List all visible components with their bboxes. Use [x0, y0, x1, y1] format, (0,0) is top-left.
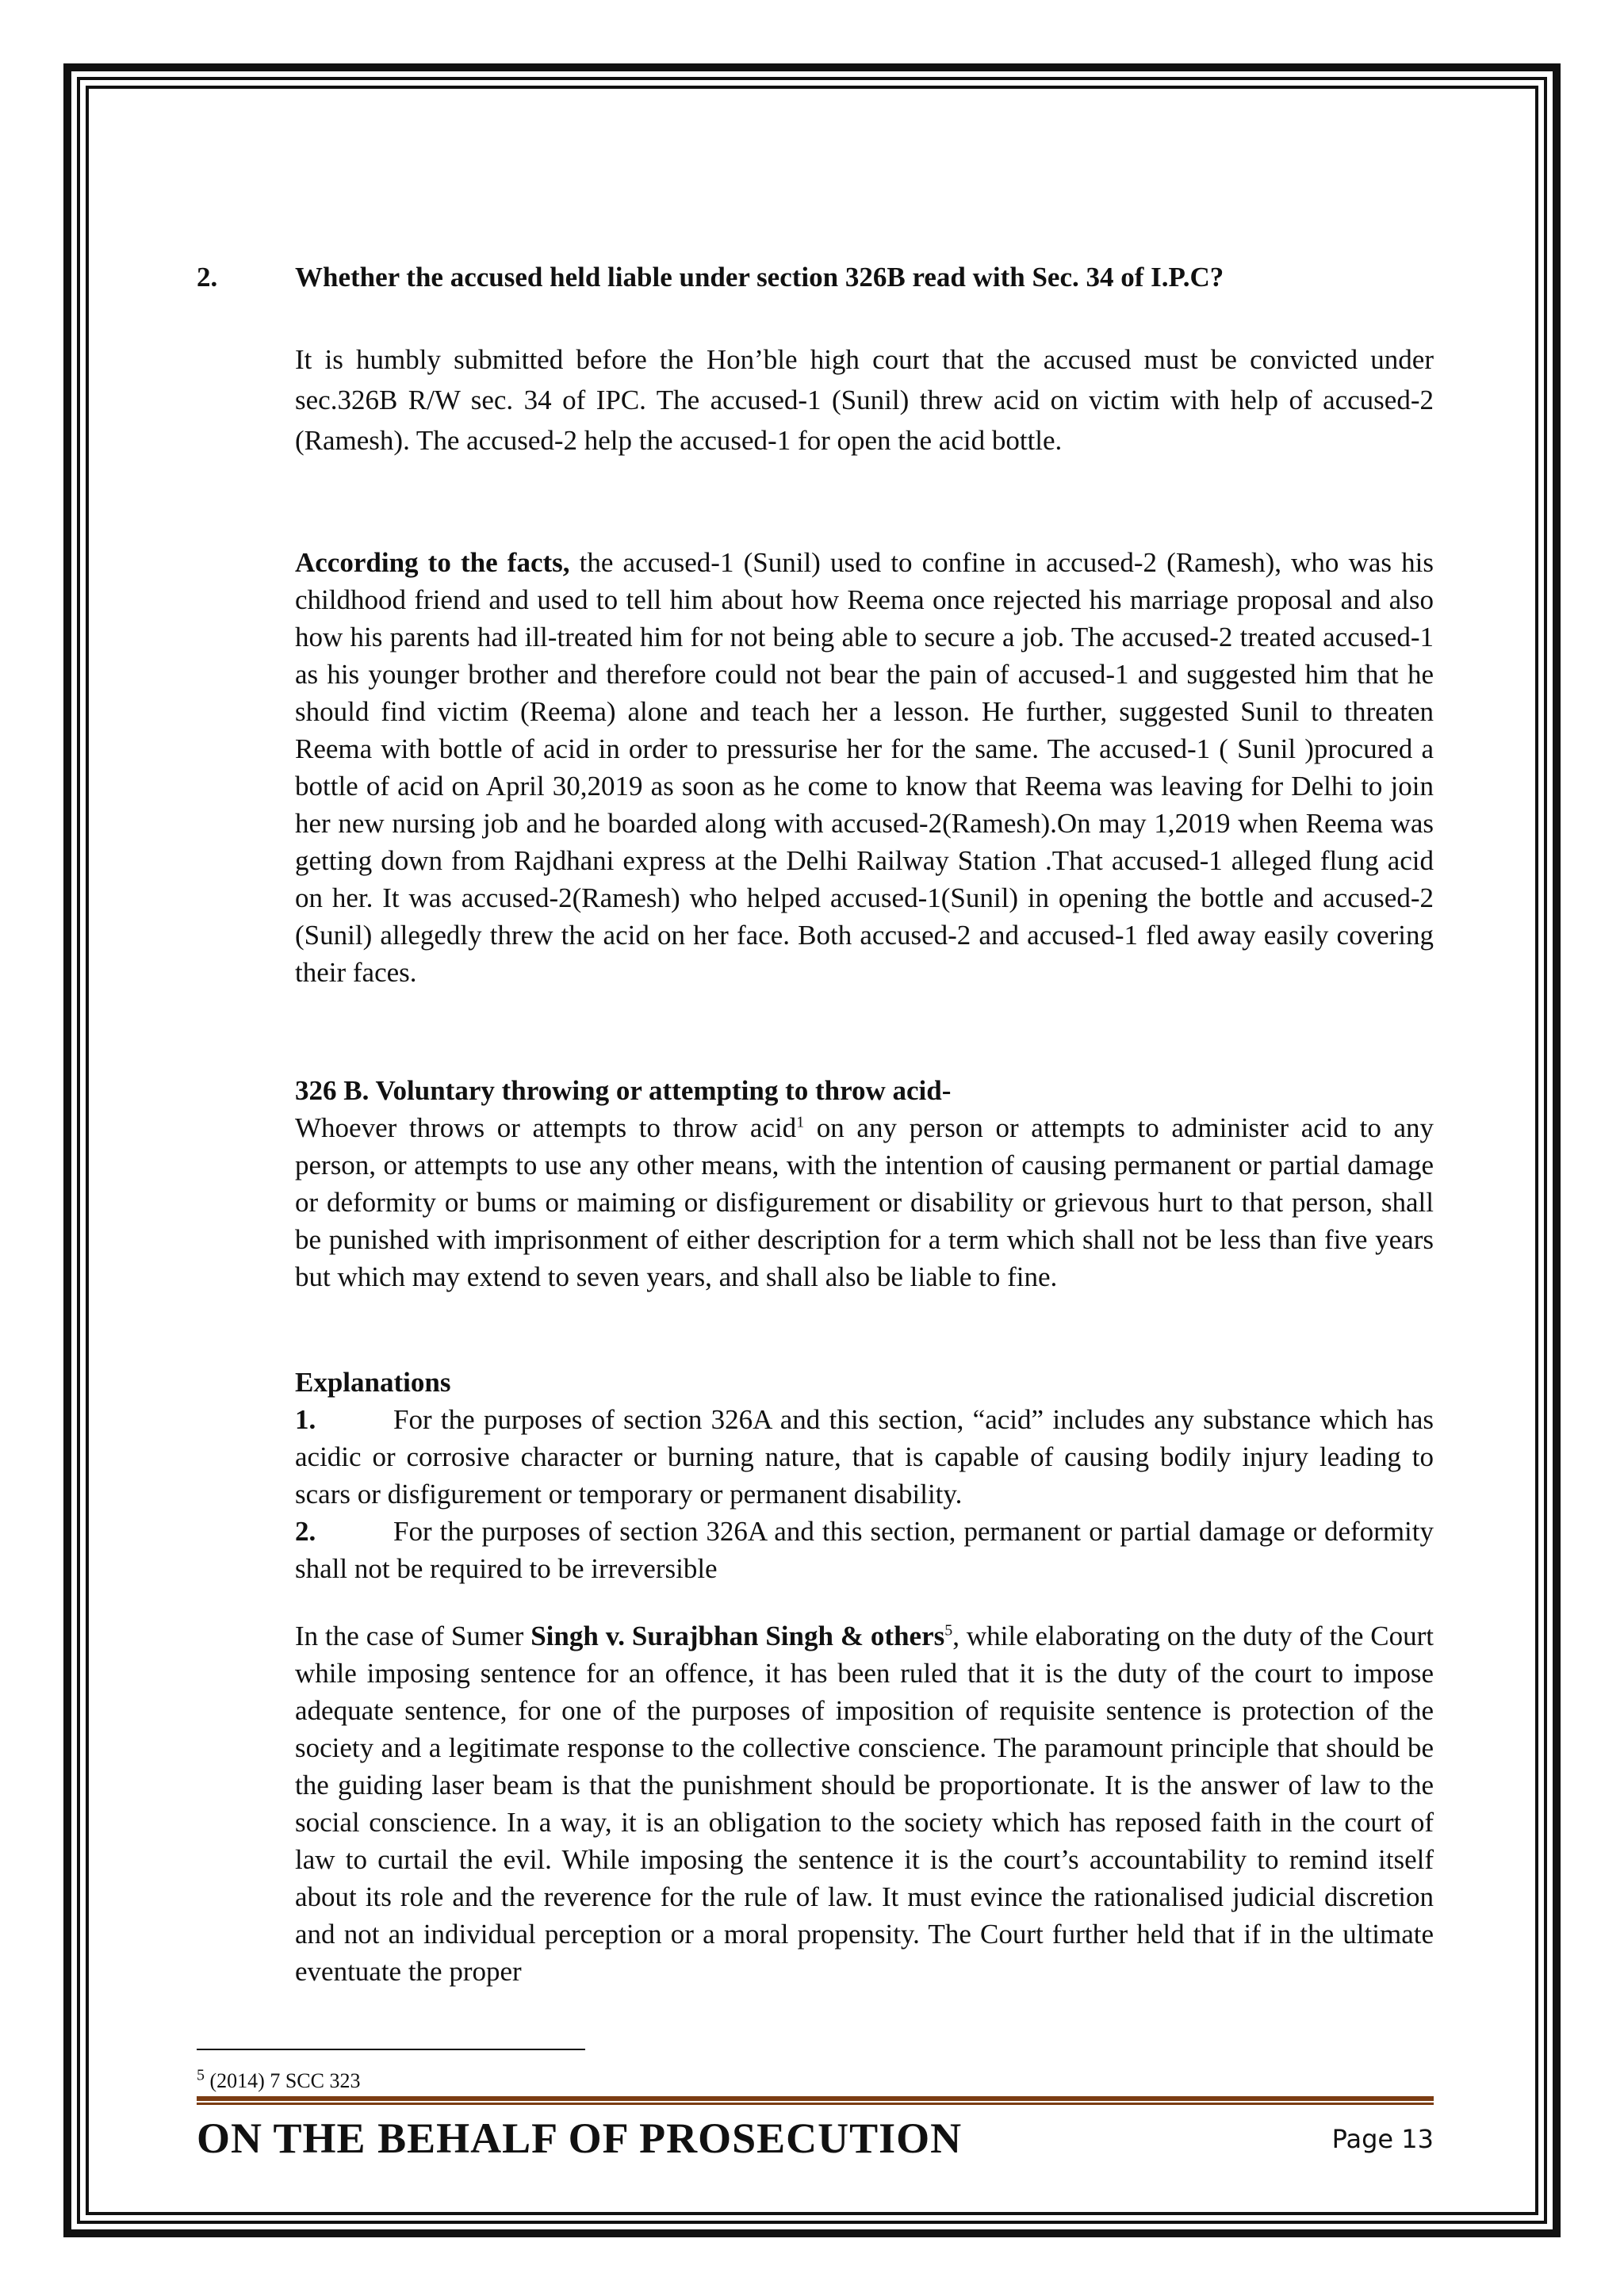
facts-paragraph — [295, 544, 1434, 991]
issue-number: 2. — [197, 262, 218, 293]
submission-paragraph: It is humbly submitted before the Hon’ble high court that the accused must be convicted under sec.326B R/W sec. 34 of IPC. The accused-1 (Sunil) threw acid on victim with help of accused-2 (Ramesh). The accused-2 help the accused-1 for open the acid bottle. — [295, 344, 1434, 456]
explanation-number: 2. — [295, 1516, 316, 1547]
explanation-text: For the purposes of section 326A and this section, permanent or partial damage or deformity shall not be required to be irreversible — [295, 1516, 1434, 1584]
footnote-mark: 5 — [197, 2066, 205, 2084]
explanations-title: Explanations — [295, 1367, 451, 1398]
footer-rule-thin — [197, 2103, 1434, 2105]
explanations — [295, 1364, 1434, 1587]
issue-title: Whether the accused held liable under section 326B read with Sec. 34 of I.P.C? — [295, 262, 1224, 293]
case-name: Singh v. Surajbhan Singh & others — [530, 1621, 945, 1651]
section-text — [295, 1109, 1434, 1295]
page-number: Page 13 — [1331, 2124, 1434, 2154]
footer-title: ON THE BEHALF OF PROSECUTION — [197, 2114, 963, 2162]
section-326b — [295, 1072, 1434, 1295]
case-text: , while elaborating on the duty of the Court while imposing sentence for an offence, it has been ruled that it is the duty of the court to impose adequate sentence, for one of the purposes of imposition of requisite sentence is protection of the society and a legitimate response to the collective conscience. The paramount principle that should be the guiding laser beam is that the punishment should be proportionate. It is the answer of law to the social conscience. In a way, it is an obligation to the society which has reposed faith in the court of law to curtail the evil. While imposing the sentence it is the court’s accountability to remind itself about its role and the reverence for the rule of law. It must evince the rationalised judicial discretion and not an individual perception or a moral propensity. The Court further held that if in the ultimate eventuate the proper — [295, 1621, 1434, 1987]
footnote-separator — [197, 2049, 585, 2050]
footnote — [197, 2068, 360, 2095]
section-text-b: on any person or attempts to administer acid to any person, or attempts to use any other means, with the intention of causing permanent or partial damage or deformity or bums or maiming or disfigurement or disability or grievous hurt to that person, shall be punished with imprisonment of either description for a term which shall not be less than five years but which may extend to seven years, and shall also be liable to fine. — [295, 1112, 1434, 1292]
footnote-text: (2014) 7 SCC 323 — [205, 2069, 361, 2092]
section-sup: 1 — [796, 1113, 805, 1131]
footer-rule-thick — [197, 2096, 1434, 2101]
explanation-text: For the purposes of section 326A and this section, “acid” includes any substance which has acidic or corrosive character or burning nature, that is capable of causing bodily injury leading to scars or disfigurement or temporary or permanent disability. — [295, 1404, 1434, 1510]
facts-text: the accused-1 (Sunil) used to confine in accused-2 (Ramesh), who was his childhood friend and used to tell him about how Reema once rejected his marriage proposal and also how his parents had ill-treated him for not being able to secure a job. The accused-2 treated accused-1 as his younger brother and therefore could not bear the pain of accused-1 and suggested him that he should find victim (Reema) alone and teach her a lesson. He further, suggested Sunil to threaten Reema with bottle of acid in order to pressurise her for the same. The accused-1 ( Sunil )procured a bottle of acid on April 30,2019 as soon as he come to know that Reema was leaving for Delhi to join her new nursing job and he boarded along with accused-2(Ramesh).On may 1,2019 when Reema was getting down from Rajdhani express at the Delhi Railway Station .That accused-1 alleged flung acid on her. It was accused-2(Ramesh) who helped accused-1(Sunil) in opening the bottle and accused-2 (Sunil) allegedly threw the acid on her face. Both accused-2 and accused-1 fled away easily covering their faces. — [295, 547, 1434, 988]
explanation-number: 1. — [295, 1404, 316, 1435]
case-paragraph — [295, 1617, 1434, 1990]
explanation-item — [295, 1513, 1434, 1587]
section-text-a: Whoever throws or attempts to throw acid — [295, 1112, 797, 1143]
facts-lead: According to the facts, — [295, 547, 570, 578]
section-title: 326 B. Voluntary throwing or attempting to throw acid- — [295, 1075, 952, 1106]
case-footnote-ref: 5 — [944, 1621, 953, 1640]
case-pre: In the case of Sumer — [295, 1621, 531, 1651]
explanation-item — [295, 1401, 1434, 1513]
